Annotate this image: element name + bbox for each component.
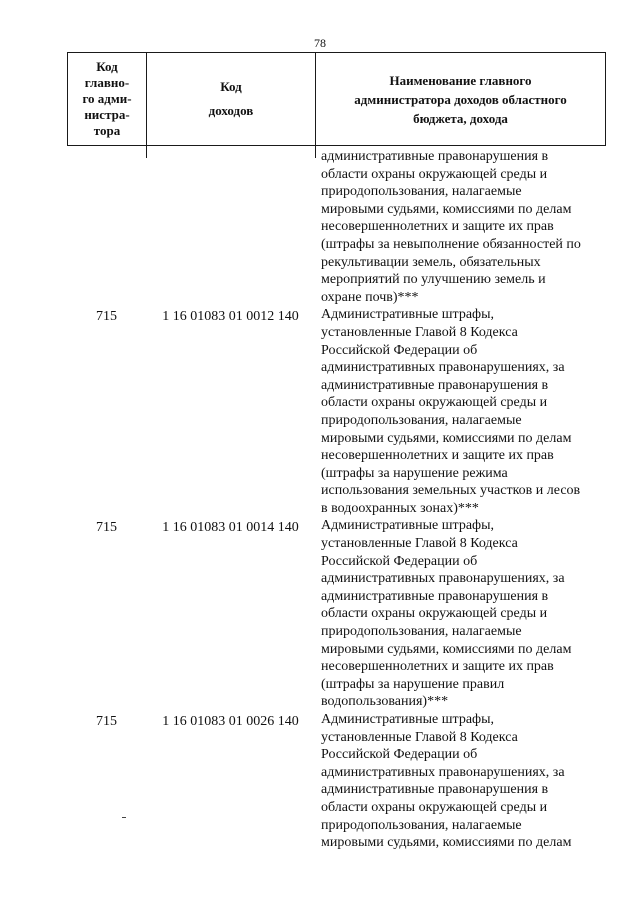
header-admin-code: Код главно- го адми- нистра- тора xyxy=(68,53,147,145)
name-line: (штрафы за нарушение правил xyxy=(321,676,505,692)
header-income-code: Код доходов xyxy=(147,53,316,145)
name-line: Российской Федерации об xyxy=(321,553,478,569)
name-line: области охраны окружающей среды и xyxy=(321,166,548,182)
income-code-cell xyxy=(146,146,315,148)
name-line: (штрафы за нарушение режима xyxy=(321,465,508,481)
header-name: Наименование главного администратора доходов областного бюджета, дохода xyxy=(354,72,567,126)
name-line: области охраны окружающей среды и xyxy=(321,799,548,815)
name-line: административные правонарушения в xyxy=(321,149,549,164)
admin-code-cell: 715 xyxy=(96,520,117,536)
admin-code-cell xyxy=(67,146,146,148)
name-line: (штрафы за невыполнение обязанностей по xyxy=(321,236,581,252)
name-line: административные правонарушения в xyxy=(321,782,549,798)
name-line: Административные штрафы, xyxy=(321,518,495,534)
name-line: в водоохранных зонах)*** xyxy=(321,500,479,516)
name-line: несовершеннолетних и защите их прав xyxy=(321,448,554,464)
name-cell xyxy=(315,517,606,711)
name-line: мировыми судьями, комиссиями по делам xyxy=(321,201,572,217)
name-line: несовершеннолетних и защите их прав xyxy=(321,659,554,675)
name-line: использования земельных участков и лесов xyxy=(321,483,581,499)
admin-code-cell: 715 xyxy=(96,714,117,729)
stray-mark xyxy=(122,817,126,818)
name-line: установленные Главой 8 Кодекса xyxy=(321,536,518,552)
name-line: административных правонарушениях, за xyxy=(321,764,565,780)
name-line: охране почв)*** xyxy=(321,289,419,305)
income-code-cell: 1 16 01083 01 0026 140 xyxy=(162,714,299,729)
name-line: рекультивации земель, обязательных xyxy=(321,254,541,270)
name-line: установленные Главой 8 Кодекса xyxy=(321,729,518,745)
table-row xyxy=(67,306,606,517)
name-line: мировыми судьями, комиссиями по делам xyxy=(321,430,572,446)
name-line: административные правонарушения в xyxy=(321,377,549,393)
table-row xyxy=(67,517,606,711)
admin-code-cell: 715 xyxy=(96,309,117,325)
income-code-cell: 1 16 01083 01 0014 140 xyxy=(162,520,299,536)
table-row xyxy=(67,711,606,852)
table-row xyxy=(67,146,606,306)
name-line: мероприятий по улучшению земель и xyxy=(321,272,546,288)
name-line: области охраны окружающей среды и xyxy=(321,606,548,622)
name-line: административных правонарушениях, за xyxy=(321,360,565,376)
name-line: природопользования, налагаемые xyxy=(321,412,522,428)
income-code-cell: 1 16 01083 01 0012 140 xyxy=(162,309,299,325)
table-header xyxy=(67,52,606,146)
name-line: водопользования)*** xyxy=(321,694,449,710)
name-line: Административные штрафы, xyxy=(321,712,495,727)
name-line: природопользования, налагаемые xyxy=(321,624,522,640)
name-line: мировыми судьями, комиссиями по делам xyxy=(321,835,572,851)
name-line: природопользования, налагаемые xyxy=(321,184,522,200)
table-body xyxy=(67,146,606,852)
name-line: Российской Федерации об xyxy=(321,342,478,358)
name-line: Российской Федерации об xyxy=(321,747,478,763)
name-line: административных правонарушениях, за xyxy=(321,571,565,587)
name-line: области охраны окружающей среды и xyxy=(321,395,548,411)
name-cell xyxy=(315,146,606,306)
name-line: Административные штрафы, xyxy=(321,307,495,323)
name-cell xyxy=(315,711,606,852)
name-line: мировыми судьями, комиссиями по делам xyxy=(321,641,572,657)
name-line: установленные Главой 8 Кодекса xyxy=(321,324,518,340)
name-line: несовершеннолетних и защите их прав xyxy=(321,219,554,235)
name-line: административные правонарушения в xyxy=(321,588,549,604)
name-cell xyxy=(315,306,606,517)
name-line: природопользования, налагаемые xyxy=(321,817,522,833)
page-number: 78 xyxy=(314,36,326,50)
